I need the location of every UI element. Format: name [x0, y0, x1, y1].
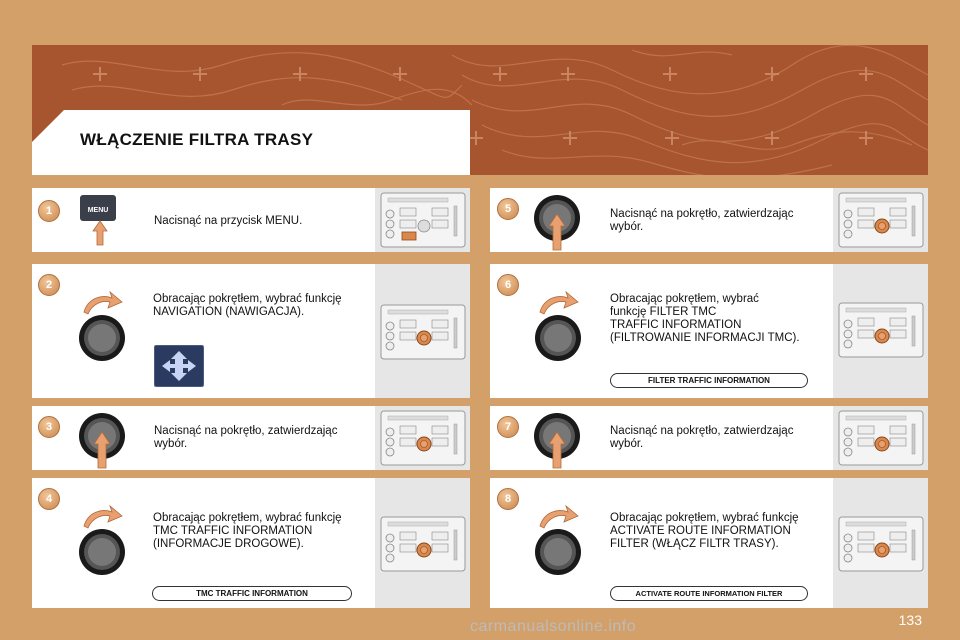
step-text-8: Obracając pokrętłem, wybrać funkcję ACTIVATE ROUTE INFORMATION FILTER (WŁĄCZ FILTR TRASY).	[610, 512, 799, 550]
step-text-4: Obracając pokrętłem, wybrać funkcję TMC TRAFFIC INFORMATION (INFORMACJE DROGOWE).	[153, 512, 342, 550]
rotary-knob-turn-icon	[530, 290, 586, 370]
radio-panel-icon	[380, 304, 466, 360]
rotary-knob-turn-icon	[74, 504, 130, 584]
title-notch	[32, 110, 64, 142]
step-text-2: Obracając pokrętłem, wybrać funkcję NAVIGATION (NAWIGACJA).	[153, 293, 342, 318]
rotary-knob-press-icon	[532, 194, 582, 252]
radio-panel-icon	[838, 302, 924, 358]
rotary-knob-turn-icon	[74, 290, 130, 370]
menu-label-pill: FILTER TRAFFIC INFORMATION	[610, 373, 808, 388]
page-title: WŁĄCZENIE FILTRA TRASY	[80, 130, 314, 149]
step-text-7: Nacisnąć na pokrętło, zatwierdzając wybór.	[610, 425, 794, 450]
rotary-knob-press-icon	[532, 412, 582, 470]
rotary-knob-turn-icon	[530, 504, 586, 584]
radio-panel-icon	[380, 516, 466, 572]
step-badge-6: 6	[497, 274, 519, 296]
step-badge-3: 3	[38, 416, 60, 438]
step-badge-7: 7	[497, 416, 519, 438]
step-text-6: Obracając pokrętłem, wybrać funkcję FILTER TMC TRAFFIC INFORMATION (FILTROWANIE INFORMACJI TMC).	[610, 293, 800, 344]
menu-label-pill: ACTIVATE ROUTE INFORMATION FILTER	[610, 586, 808, 601]
radio-panel-icon	[380, 192, 466, 248]
step-text-1: Nacisnąć na przycisk MENU.	[154, 215, 303, 227]
navigation-icon	[154, 345, 204, 387]
footer-watermark: carmanualsonline.info	[470, 618, 637, 635]
page-number: 133	[898, 612, 922, 628]
radio-panel-icon	[380, 410, 466, 466]
radio-panel-icon	[838, 192, 924, 248]
step-badge-5: 5	[497, 198, 519, 220]
step-text-3: Nacisnąć na pokrętło, zatwierdzając wybór.	[154, 425, 338, 450]
radio-panel-icon	[838, 410, 924, 466]
step-badge-2: 2	[38, 274, 60, 296]
step-text-5: Nacisnąć na pokrętło, zatwierdzając wybór.	[610, 208, 794, 233]
step-badge-1: 1	[38, 200, 60, 222]
menu-label-pill: TMC TRAFFIC INFORMATION	[152, 586, 352, 601]
step-badge-4: 4	[38, 488, 60, 510]
menu-button-label: MENU	[87, 207, 109, 214]
menu-button-icon	[80, 195, 120, 247]
step-badge-8: 8	[497, 488, 519, 510]
radio-panel-icon	[838, 516, 924, 572]
rotary-knob-press-icon	[77, 412, 127, 470]
